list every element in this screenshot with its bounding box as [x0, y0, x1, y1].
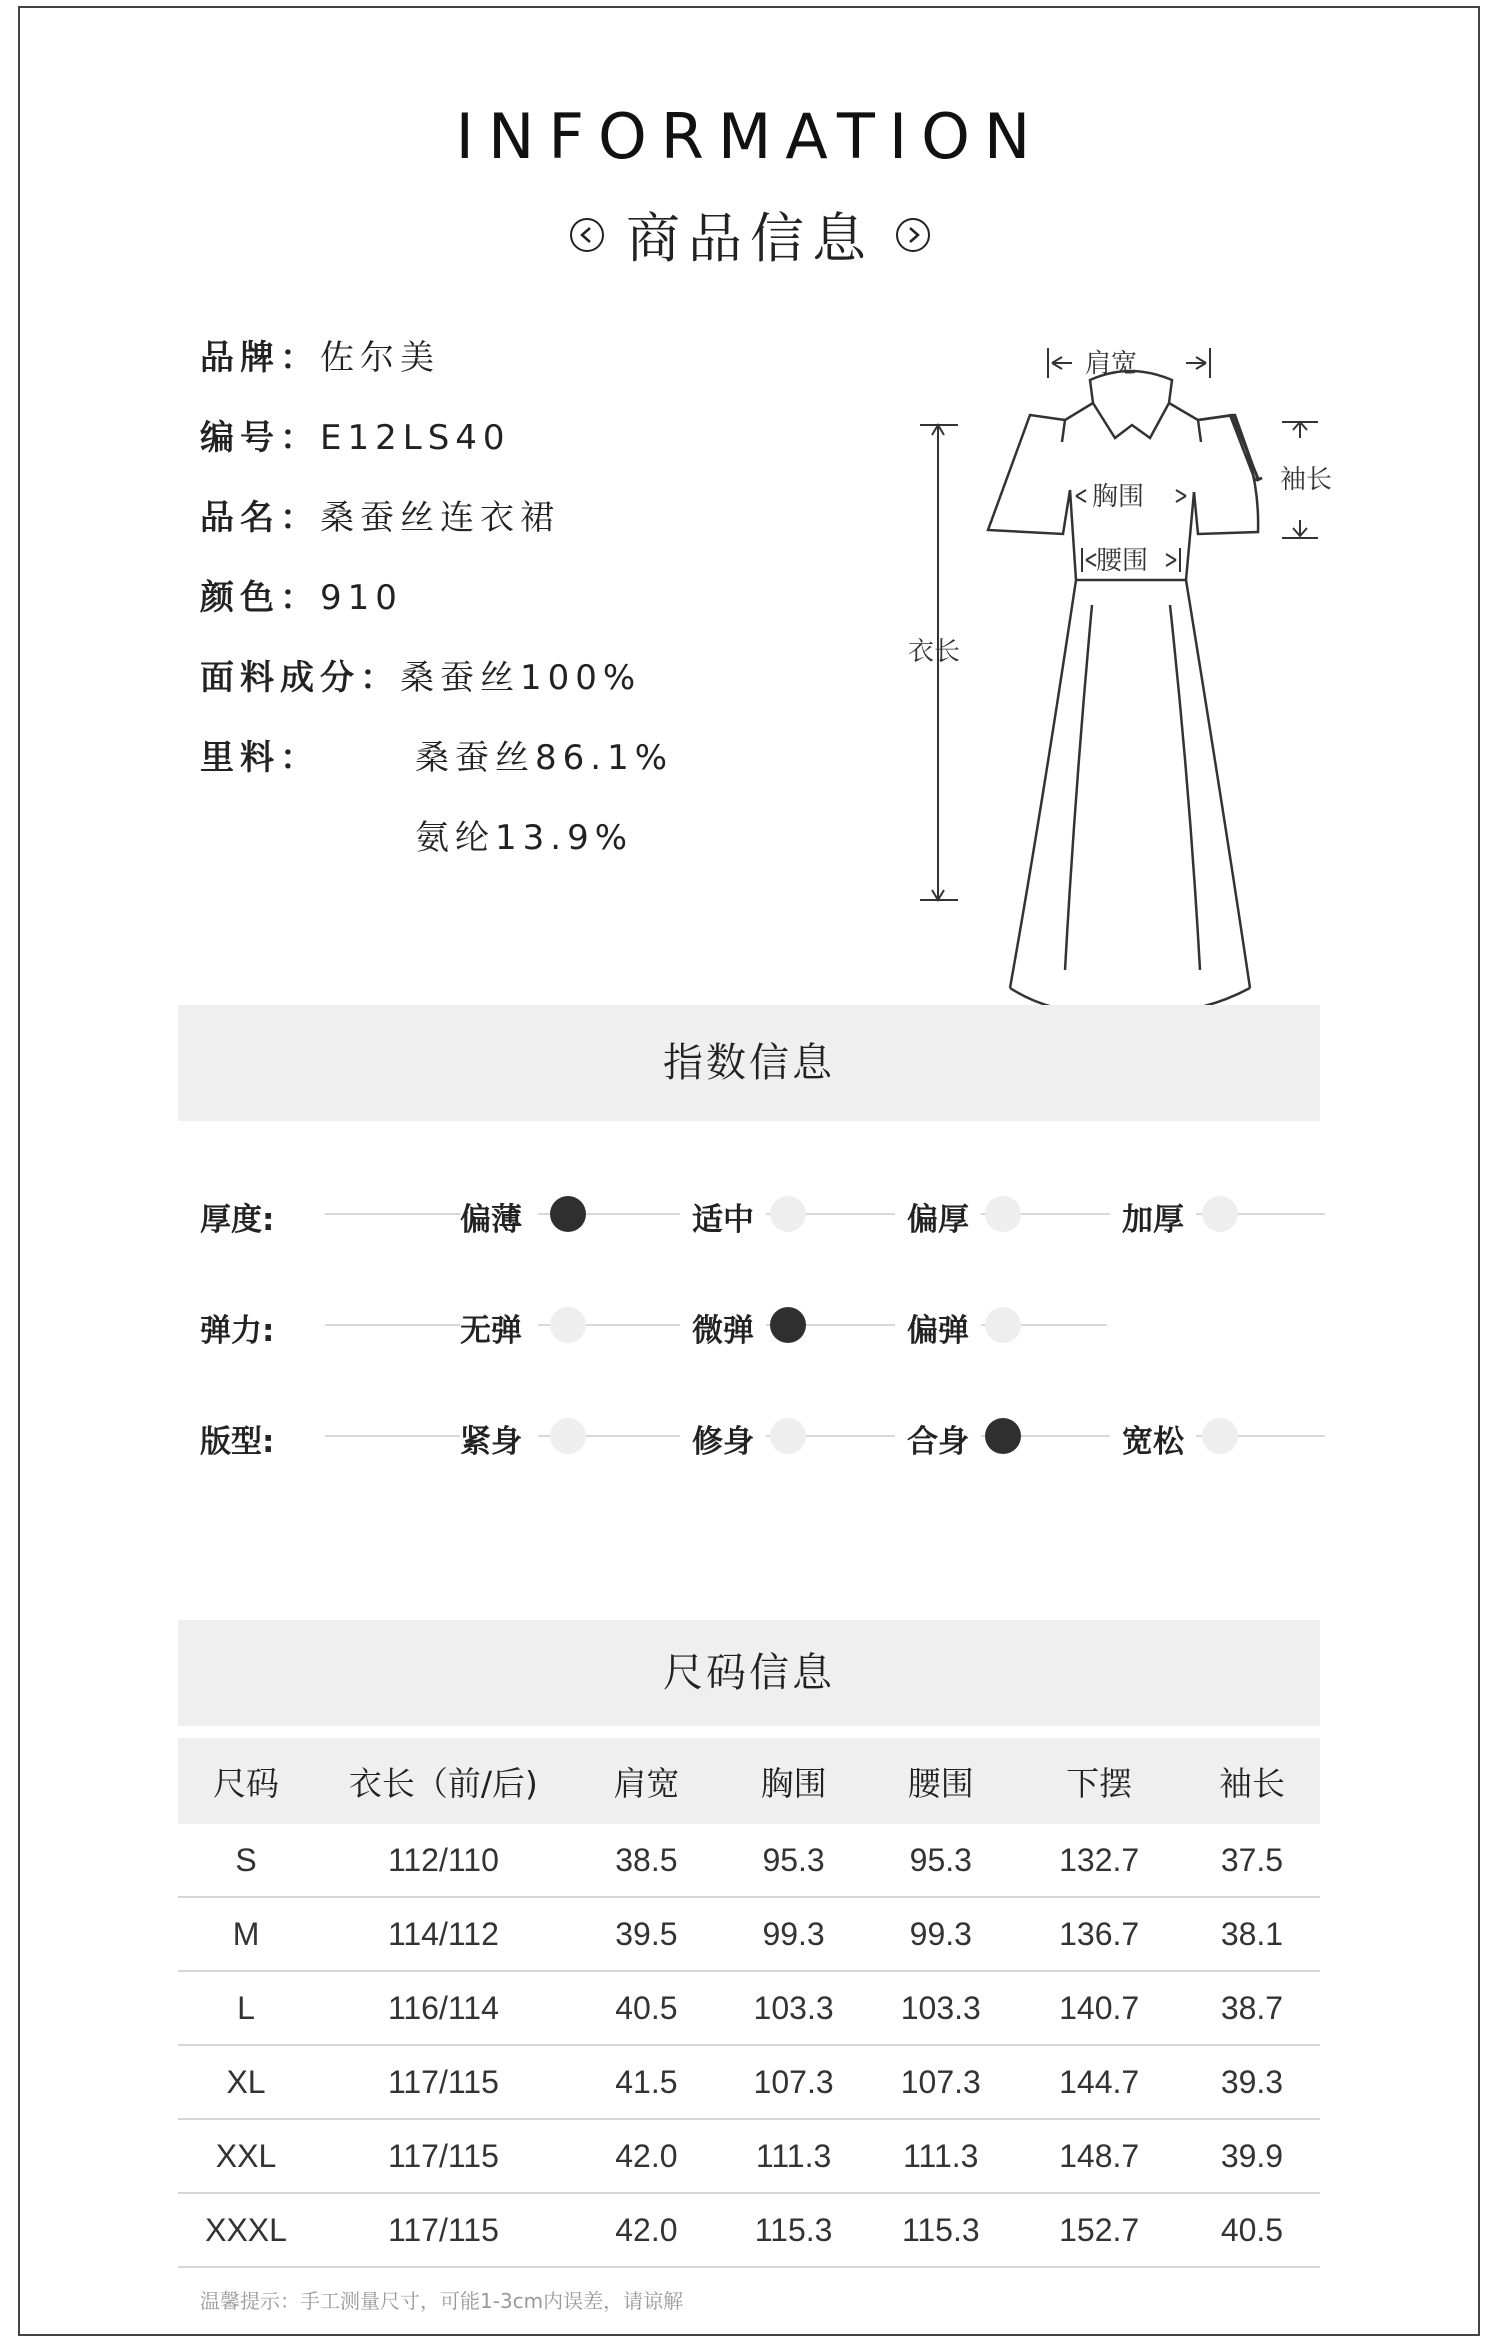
table-cell: 115.3	[720, 2193, 867, 2267]
option-dot[interactable]	[985, 1196, 1021, 1232]
option-dot[interactable]	[1202, 1196, 1238, 1232]
header-cell: 尺码	[178, 1738, 314, 1824]
dress-outline-icon	[988, 371, 1262, 1012]
table-row	[178, 2119, 1320, 2193]
label-shoulder: 肩宽	[1085, 349, 1138, 379]
table-cell: S	[178, 1824, 314, 1897]
label-waist: 腰围	[1096, 546, 1149, 576]
info-value: 桑蚕丝连衣裙	[320, 498, 560, 538]
info-label: 里料：	[200, 738, 320, 778]
option-label: 无弹	[460, 1305, 538, 1350]
table-cell: 42.0	[573, 2193, 720, 2267]
table-cell: 39.3	[1184, 2045, 1320, 2119]
title-chinese-row	[0, 196, 1500, 273]
table-cell: 148.7	[1014, 2119, 1184, 2193]
info-color	[200, 570, 403, 619]
table-cell: 136.7	[1014, 1897, 1184, 1971]
option-label: 偏弹	[895, 1305, 981, 1350]
option-dot[interactable]	[770, 1196, 806, 1232]
header-cell: 胸围	[720, 1738, 867, 1824]
table-cell: 116/114	[314, 1971, 573, 2045]
table-cell: 40.5	[1184, 2193, 1320, 2267]
table-cell: 107.3	[720, 2045, 867, 2119]
option-label: 宽松	[1110, 1416, 1196, 1461]
table-cell: 107.3	[867, 2045, 1014, 2119]
table-cell: 111.3	[867, 2119, 1014, 2193]
option-label: 偏薄	[460, 1194, 538, 1239]
info-value: 氨纶13.9%	[415, 818, 634, 858]
size-table-header-row	[178, 1738, 1320, 1824]
option-label: 微弹	[680, 1305, 766, 1350]
index-label-thickness: 厚度:	[200, 1202, 275, 1238]
table-cell: 103.3	[720, 1971, 867, 2045]
measurement-note: 温馨提示：手工测量尺寸，可能1-3cm内误差，请谅解	[200, 2289, 684, 2313]
info-label: 编号：	[200, 418, 320, 458]
option-dot-selected[interactable]	[550, 1196, 586, 1232]
table-cell: 99.3	[867, 1897, 1014, 1971]
option-label: 紧身	[460, 1416, 538, 1461]
table-cell: 114/112	[314, 1897, 573, 1971]
option-dot[interactable]	[550, 1418, 586, 1454]
table-cell: 95.3	[867, 1824, 1014, 1897]
info-fabric	[200, 650, 641, 699]
table-cell: XXXL	[178, 2193, 314, 2267]
table-cell: XXL	[178, 2119, 314, 2193]
table-row	[178, 1897, 1320, 1971]
table-cell: 41.5	[573, 2045, 720, 2119]
option-dot[interactable]	[985, 1307, 1021, 1343]
table-cell: 99.3	[720, 1897, 867, 1971]
table-cell: 117/115	[314, 2045, 573, 2119]
info-code	[200, 410, 511, 459]
info-lining-2	[415, 810, 633, 859]
table-cell: M	[178, 1897, 314, 1971]
table-cell: 39.9	[1184, 2119, 1320, 2193]
info-label: 品名：	[200, 498, 320, 538]
info-lining	[200, 730, 673, 779]
table-row	[178, 2193, 1320, 2267]
size-section-header: 尺码信息	[178, 1620, 1320, 1726]
info-value: 佐尔美	[320, 338, 440, 378]
option-label: 加厚	[1110, 1194, 1196, 1239]
header-cell: 腰围	[867, 1738, 1014, 1824]
label-length: 衣长	[908, 637, 961, 667]
table-cell: 140.7	[1014, 1971, 1184, 2045]
table-cell: 103.3	[867, 1971, 1014, 2045]
table-row	[178, 1971, 1320, 2045]
info-label: 品牌：	[200, 338, 320, 378]
option-dot-selected[interactable]	[985, 1418, 1021, 1454]
table-cell: 117/115	[314, 2193, 573, 2267]
label-sleeve: 袖长	[1280, 465, 1333, 495]
option-label: 修身	[680, 1416, 766, 1461]
info-label: 颜色：	[200, 578, 320, 618]
option-label: 适中	[680, 1194, 766, 1239]
table-cell: 39.5	[573, 1897, 720, 1971]
table-cell: 38.7	[1184, 1971, 1320, 2045]
option-dot[interactable]	[550, 1307, 586, 1343]
table-cell: XL	[178, 2045, 314, 2119]
option-dot[interactable]	[1202, 1418, 1238, 1454]
table-cell: 38.1	[1184, 1897, 1320, 1971]
header-cell: 衣长（前/后)	[314, 1738, 573, 1824]
index-label-elasticity: 弹力:	[200, 1313, 275, 1349]
table-cell: 144.7	[1014, 2045, 1184, 2119]
table-cell: 111.3	[720, 2119, 867, 2193]
table-cell: 42.0	[573, 2119, 720, 2193]
table-cell: 132.7	[1014, 1824, 1184, 1897]
table-cell: 40.5	[573, 1971, 720, 2045]
info-value: 桑蚕丝100%	[400, 658, 642, 698]
option-dot[interactable]	[770, 1418, 806, 1454]
option-dot-selected[interactable]	[770, 1307, 806, 1343]
table-cell: 95.3	[720, 1824, 867, 1897]
table-cell: 37.5	[1184, 1824, 1320, 1897]
header-cell: 下摆	[1014, 1738, 1184, 1824]
size-table	[178, 1738, 1320, 2268]
arrow-left-icon	[570, 218, 604, 252]
option-label: 偏厚	[895, 1194, 981, 1239]
info-value: E12LS40	[320, 418, 511, 458]
title-english: INFORMATION	[455, 100, 1045, 173]
header-cell: 袖长	[1184, 1738, 1320, 1824]
table-cell: 38.5	[573, 1824, 720, 1897]
info-name	[200, 490, 560, 539]
title-chinese: 商品信息	[626, 207, 874, 270]
info-value: 桑蚕丝86.1%	[415, 738, 674, 778]
table-cell: 115.3	[867, 2193, 1014, 2267]
table-cell: 117/115	[314, 2119, 573, 2193]
dress-measurement-diagram	[880, 320, 1350, 1000]
info-value: 910	[320, 578, 403, 618]
arrow-right-icon	[896, 218, 930, 252]
info-label: 面料成分：	[200, 658, 400, 698]
label-chest: 胸围	[1092, 482, 1145, 512]
table-row	[178, 2045, 1320, 2119]
header-cell: 肩宽	[573, 1738, 720, 1824]
info-brand	[200, 330, 440, 379]
index-section-header: 指数信息	[178, 1005, 1320, 1121]
table-cell: 152.7	[1014, 2193, 1184, 2267]
table-row	[178, 1824, 1320, 1897]
option-label: 合身	[895, 1416, 981, 1461]
table-cell: 112/110	[314, 1824, 573, 1897]
index-label-fit: 版型:	[200, 1424, 275, 1460]
table-cell: L	[178, 1971, 314, 2045]
